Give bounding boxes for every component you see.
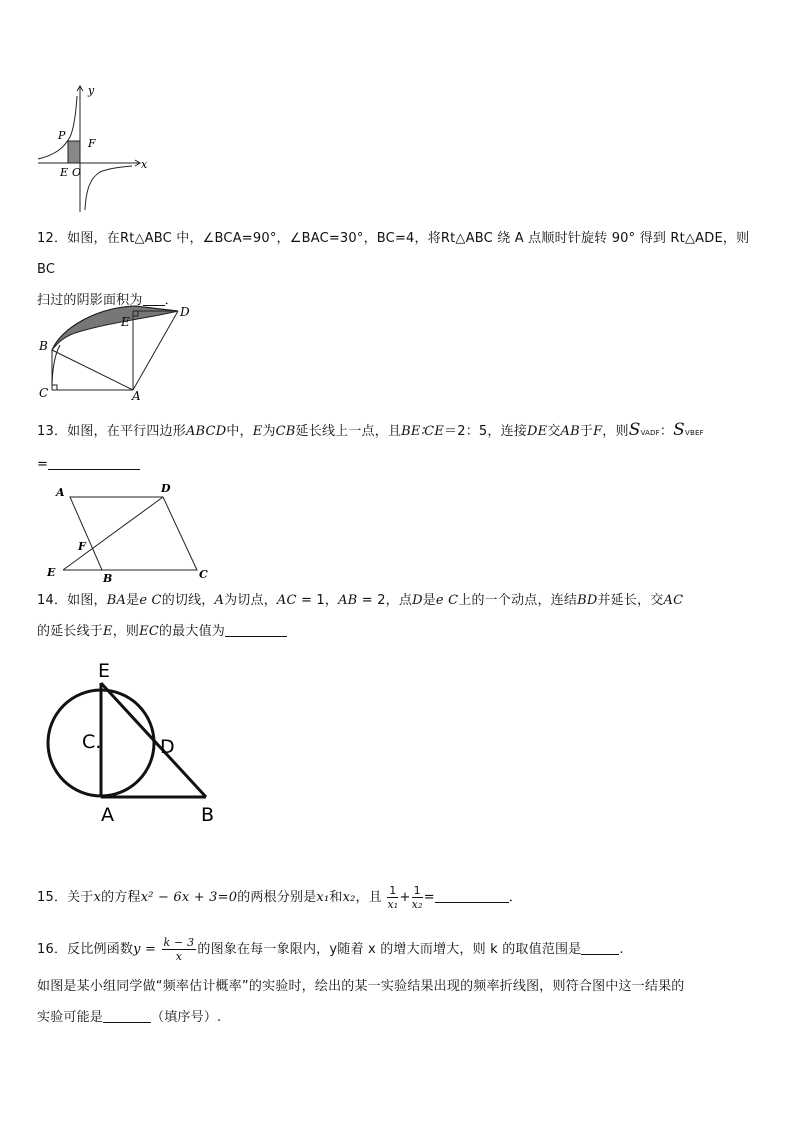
segment-EB xyxy=(101,683,206,797)
question-15: 15．关于x的方程x² − 6x + 3=0的两根分别是x₁和x₂，且 $\frac{1}{\text{x₁}}$ + $\frac{1}{\text{x₂}}$ = ． xyxy=(37,884,523,911)
label-y: y xyxy=(88,84,95,97)
q12-line1: 12．如图，在Rt△ABC 中，∠BCA=90°，∠BAC=30°，BC=4，将Rt△ABC 绕 A 点顺时针旋转 90° 得到 Rt△ADE，则 BC xyxy=(37,231,750,277)
label-A: A xyxy=(56,486,65,499)
parallelogram-ABCD xyxy=(70,497,197,570)
question-17 xyxy=(37,971,757,1033)
q13-line1: 13．如图，在平行四边形ABCD中，E为CB延长线上一点，且BE∶CE＝2：5，连接DE交AB于F，则SVADF：SVBEF xyxy=(37,420,704,440)
label-C: C xyxy=(39,386,49,400)
label-B: B xyxy=(39,339,48,353)
segment-DE xyxy=(63,497,163,570)
figure-q13-parallelogram xyxy=(40,482,220,585)
shaded-rectangle xyxy=(68,141,80,163)
q17-line1: 如图是某小组同学做“频率估计概率”的实验时，绘出的某一实验结果出现的频率折线图，则符合图中这一结果的 xyxy=(37,979,685,994)
answer-blank-16[interactable] xyxy=(581,940,619,955)
question-14 xyxy=(37,585,757,647)
q17-line2: 实验可能是 （填序号）. xyxy=(37,1010,222,1025)
segment-DA xyxy=(133,311,178,390)
label-C: C. xyxy=(82,731,102,753)
fraction-k-3-over-x: $\frac{k - 3}{x}$ xyxy=(163,936,195,963)
label-E: E xyxy=(121,315,130,329)
label-F: F xyxy=(78,540,86,553)
fraction-1-over-x2: $\frac{1}{\text{x₂}}$ xyxy=(411,884,423,911)
hyperbola-right-branch xyxy=(85,166,132,210)
q12-line2: 扫过的阴影面积为 ． xyxy=(37,293,178,308)
answer-blank-13[interactable] xyxy=(48,455,140,470)
answer-blank-14[interactable] xyxy=(225,622,287,637)
label-F: F xyxy=(88,137,96,150)
fraction-1-over-x1: $\frac{1}{\text{x₁}}$ xyxy=(387,884,399,911)
label-E: E xyxy=(60,166,69,179)
figure-q12-rotation xyxy=(35,300,205,403)
segment-BA xyxy=(52,350,133,390)
label-A: A xyxy=(132,389,141,403)
q14-line1: 14．如图，BA是e C的切线，A为切点，AC = 1，AB = 2，点D是e C上的一个动点，连结BD并延长，交AC xyxy=(37,593,684,608)
label-P: P xyxy=(58,129,66,142)
label-E: E xyxy=(47,566,56,579)
label-x: x xyxy=(141,158,148,171)
figure-q11-graph xyxy=(35,80,165,220)
label-B: B xyxy=(201,804,215,826)
label-C: C xyxy=(199,568,208,581)
label-D: D xyxy=(160,736,175,758)
q14-line2: 的延长线于E，则EC的最大值为 xyxy=(37,616,757,647)
label-D: D xyxy=(161,482,171,495)
label-B: B xyxy=(103,572,113,585)
label-E: E xyxy=(98,660,111,682)
q13-line2: = xyxy=(37,449,757,480)
figure-q14-circle xyxy=(40,652,230,827)
question-13 xyxy=(37,415,757,480)
label-O: O xyxy=(72,166,82,179)
question-16: 16．反比例函数y = $\frac{k - 3}{x}$ 的图象在每一象限内，y随着 x 的增大而增大，则 k 的取值范围是 . xyxy=(37,936,624,963)
right-angle-C xyxy=(52,385,57,390)
label-A: A xyxy=(101,804,114,826)
answer-blank-17[interactable] xyxy=(103,1008,151,1023)
answer-blank-15[interactable] xyxy=(435,888,509,903)
label-D: D xyxy=(180,305,190,319)
